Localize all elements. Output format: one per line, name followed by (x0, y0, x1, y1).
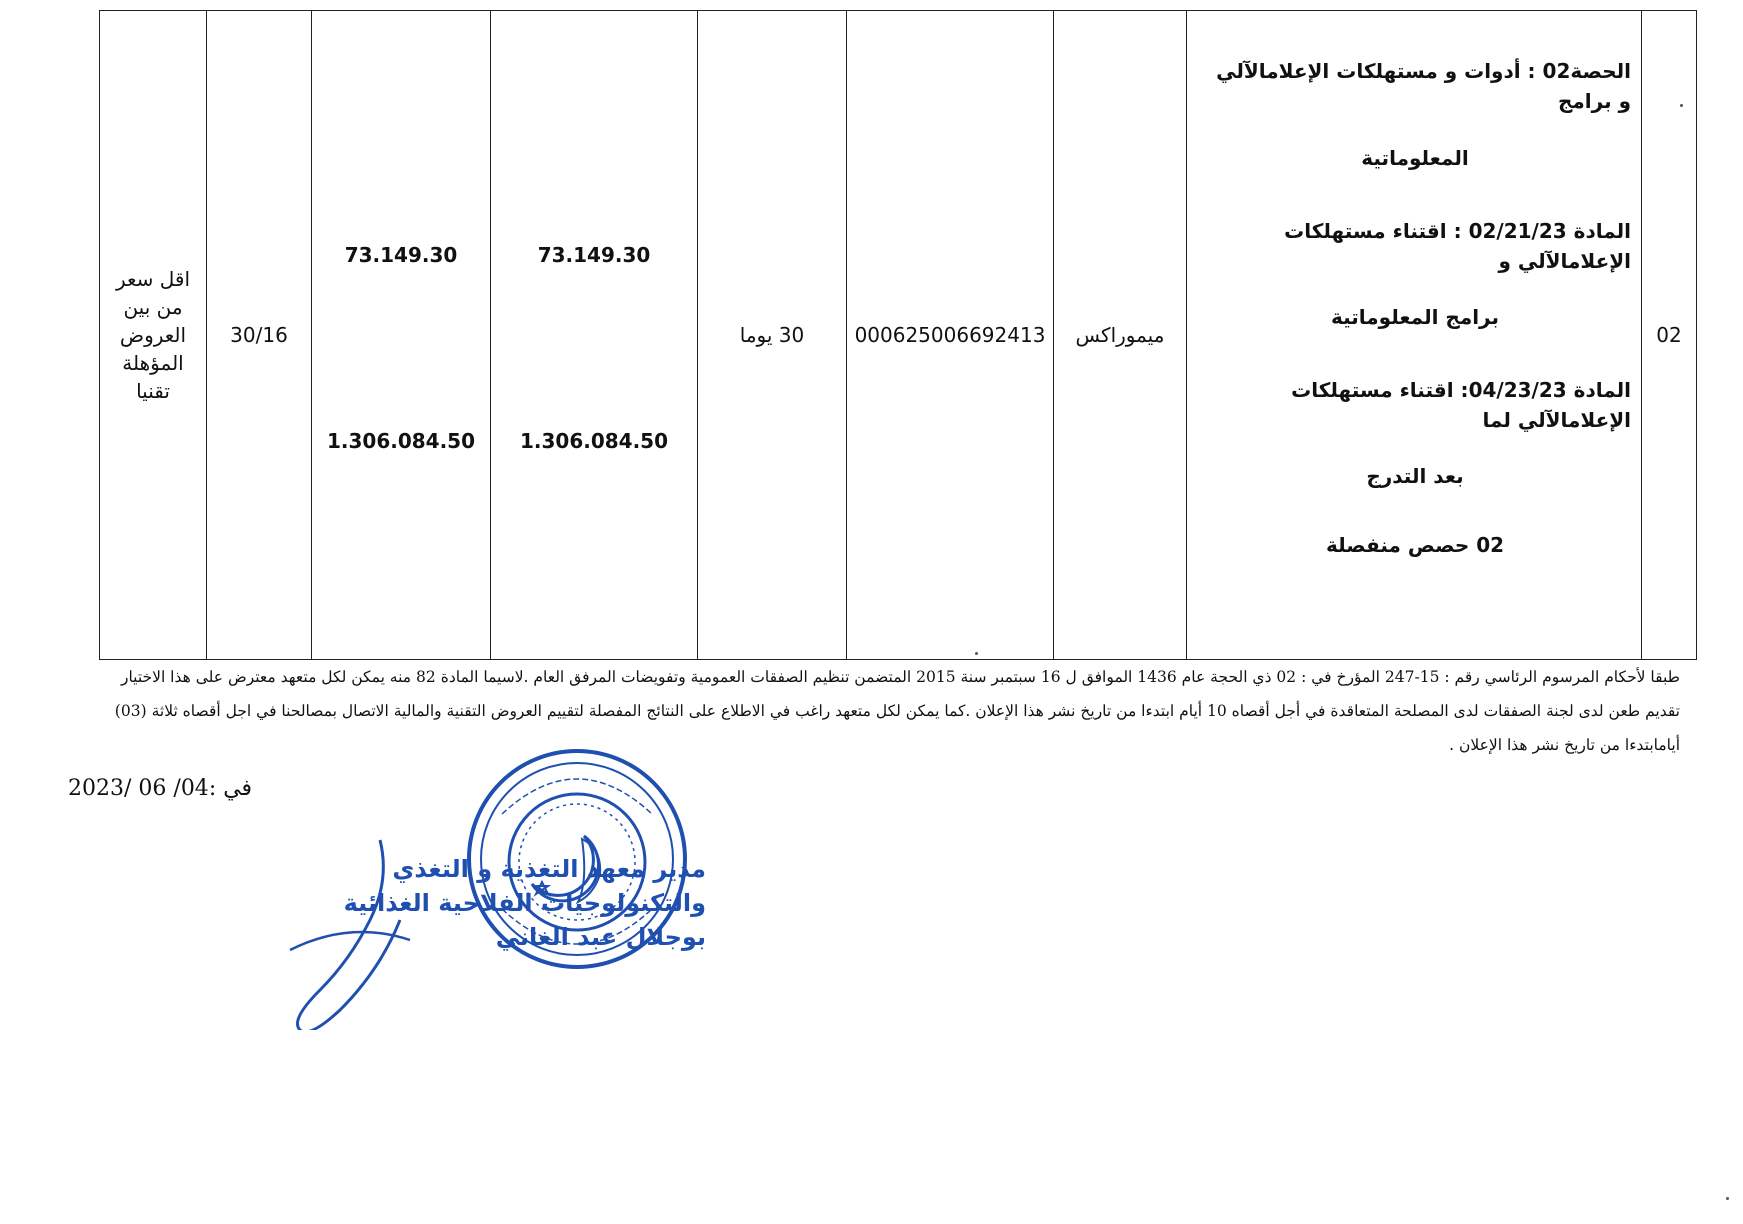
technical-score-cell: 30/16 (207, 11, 312, 660)
article-1-cont: برامج المعلوماتية (1330, 305, 1500, 329)
document-date: في :04/ 06 /2023 (68, 776, 253, 801)
scan-speck (975, 652, 978, 655)
table-row (100, 11, 1697, 660)
notice-line: تقديم طعن لدى لجنة الصفقات لدى المصلحة المتعاقدة في أجل أقصاه 10 أيام ابتدءا من تاريخ نشر هذا الإعلان .كما يمكن لكل متعهد راغب في الاطلاع على النتائج المفصلة لتقييم العروض التقنية والمالية الاتصال بمصالحنا في اجل أقصاه ثلاثة (03) (114, 702, 1680, 720)
scan-speck (1680, 104, 1683, 107)
delivery-delay-cell: 30 يوما (698, 11, 847, 660)
lot-number-cell: 02 (1642, 11, 1697, 660)
appeal-notice (88, 660, 1680, 762)
amount-value: 1.306.084.50 (519, 429, 669, 453)
award-results-table (99, 10, 1697, 660)
article-2: المادة 04/23/23: اقتناء مستهلكات الإعلامالآلي لما (1291, 378, 1631, 432)
tax-id-cell: 000625006692413 (847, 11, 1054, 660)
criterion-line: من بين (123, 295, 183, 319)
separate-lots-note: 02 حصص منفصلة (1325, 533, 1505, 557)
notice-line: طبقا لأحكام المرسوم الرئاسي رقم : 15-247 المؤرخ في : 02 ذي الحجة عام 1436 الموافق ل 16 سبتمبر سنة 2015 المتضمن تنظيم الصفقات العمومية وتفويضات المرفق العام .لاسيما المادة 82 منه يمكن لكل متعهد معترض على هذا الاختيار (120, 668, 1680, 686)
amount-column-2 (312, 11, 491, 660)
signatory-name: بوجلال عبد الغاني (495, 923, 706, 951)
selection-criterion-cell (100, 11, 207, 660)
amount-column-1 (491, 11, 698, 660)
article-1: المادة 02/21/23 : اقتناء مستهلكات الإعلامالآلي و (1284, 219, 1631, 273)
amount-value: 73.149.30 (344, 243, 458, 267)
supplier-name-cell: ميموراكس (1054, 11, 1187, 660)
criterion-line: اقل سعر (115, 267, 191, 291)
lot-title-cont: المعلوماتية (1361, 146, 1469, 170)
scan-speck (1726, 1197, 1729, 1200)
signature-block (236, 852, 706, 954)
criterion-line: المؤهلة (122, 351, 184, 375)
lot-description-cell (1187, 11, 1642, 660)
signatory-institute: والتكنولوجيات الفلاحية الغذائية (343, 889, 706, 917)
criterion-line: تقنيا (136, 379, 170, 403)
amount-value: 1.306.084.50 (326, 429, 476, 453)
lot-title: الحصة02 : أدوات و مستهلكات الإعلامالآلي و برامج (1216, 59, 1631, 113)
signatory-title: مدير معهد التغذية و التغذي (392, 855, 706, 883)
amount-value: 73.149.30 (537, 243, 651, 267)
notice-line: أيامابتدءا من تاريخ نشر هذا الإعلان . (1449, 736, 1680, 754)
article-2-cont: بعد التدرج (1366, 464, 1464, 488)
criterion-line: العروض (119, 323, 187, 347)
